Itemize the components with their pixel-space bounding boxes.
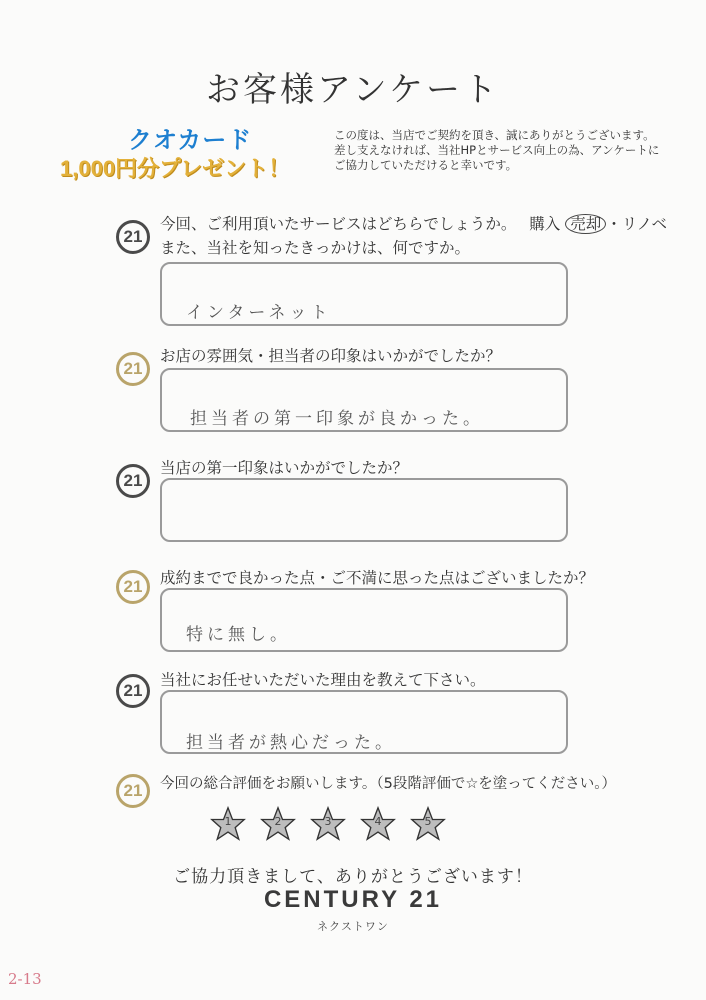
answer-2: 担当者の第一印象が良かった。 [190,409,484,429]
question-5-text: 当社にお任せいただいた理由を教えて下さい。 [160,671,486,689]
thanks-message: ご協力頂きまして、ありがとうございます！ [173,867,533,887]
question-3-text: 当店の第一印象はいかがでしたか？ [160,459,409,477]
century21-icon: 21 [116,570,150,604]
rating-star-5[interactable] [410,806,446,842]
answer-box-3[interactable] [160,478,568,542]
star-number: 5 [424,815,432,828]
star-number: 3 [324,815,332,828]
answer-5: 担当者が熱心だった。 [186,733,396,753]
question-1 [160,212,667,234]
rating-star-4[interactable] [360,806,396,842]
page-title: お客様アンケート [206,70,500,110]
answer-1: インターネット [186,303,332,323]
century21-icon: 21 [116,352,150,386]
century21-icon: 21 [116,774,150,808]
promo-quo-card: クオカード [128,127,253,154]
star-number: 4 [374,815,382,828]
branch-name: ネクストワン [317,920,389,933]
century21-icon: 21 [116,220,150,254]
promo-present: 1,000円分プレゼント！ [60,156,291,181]
handwritten-page-number: 2-13 [8,970,42,988]
option-sell-circled: 売却 [565,214,606,234]
rating-star-2[interactable] [260,806,296,842]
rating-star-1[interactable] [210,806,246,842]
star-number: 2 [274,815,282,828]
century21-icon: 21 [116,464,150,498]
intro-line: この度は、当店でご契約を頂き、誠にありがとうございます。 [334,128,655,142]
century21-icon: 21 [116,674,150,708]
question-1-text: 今回、ご利用頂いたサービスはどちらでしょうか。 [160,215,517,233]
intro-line: ご協力していただけると幸いです。 [334,158,518,172]
option-renovation: リノベ [621,215,668,233]
option-separator: ・ [606,215,622,233]
question-1b-text: また、当社を知ったきっかけは、何ですか。 [160,239,471,257]
option-buy: 購入 [529,215,561,233]
intro-line: 差し支えなければ、当社HPとサービス向上の為、アンケートに [334,143,660,157]
intro-text [334,128,664,173]
brand-logo: CENTURY 21 [263,886,443,913]
question-6-text: 今回の総合評価をお願いします。（5段階評価で☆を塗ってください。） [160,776,617,792]
answer-4: 特に無し。 [186,625,291,645]
rating-star-3[interactable] [310,806,346,842]
question-2-text: お店の雰囲気・担当者の印象はいかがでしたか？ [160,347,502,365]
question-4-text: 成約までで良かった点・ご不満に思った点はございましたか？ [160,569,595,587]
star-number: 1 [224,815,232,828]
